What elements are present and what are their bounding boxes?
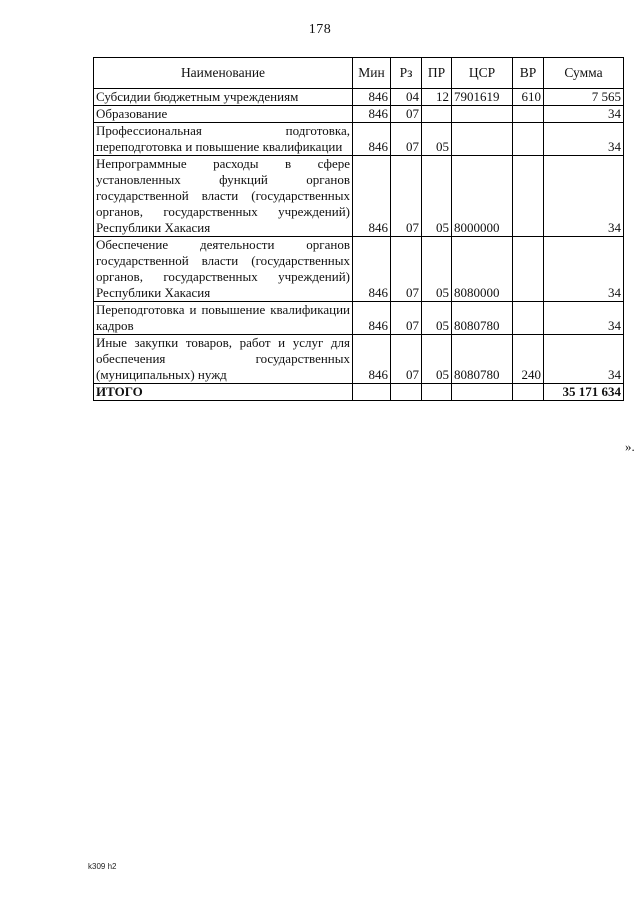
table-row <box>94 89 624 106</box>
row-name: Непрограммные расходы в сфере установленных функций органов государственной власти (государственных органов, государственных учреждений) Республики Хакасия <box>94 156 353 237</box>
row-pr: 05 <box>422 156 452 237</box>
row-csr: 8080780 <box>452 335 513 384</box>
row-rz: 07 <box>391 335 422 384</box>
table-row <box>94 106 624 123</box>
row-sum: 34 <box>544 237 624 302</box>
row-pr: 05 <box>422 335 452 384</box>
row-min: 846 <box>353 123 391 156</box>
row-csr: 8080780 <box>452 302 513 335</box>
total-sum: 35 171 634 <box>544 384 624 401</box>
table-row <box>94 335 624 384</box>
row-name: Переподготовка и повышение квалификации кадров <box>94 302 353 335</box>
total-empty-cell <box>452 384 513 401</box>
row-csr <box>452 106 513 123</box>
row-vr: 610 <box>513 89 544 106</box>
row-pr: 05 <box>422 302 452 335</box>
row-rz: 07 <box>391 302 422 335</box>
row-rz: 07 <box>391 237 422 302</box>
row-name: Субсидии бюджетным учреждениям <box>94 89 353 106</box>
row-sum: 34 <box>544 335 624 384</box>
total-empty-cell <box>513 384 544 401</box>
row-vr: 240 <box>513 335 544 384</box>
row-pr: 05 <box>422 237 452 302</box>
row-sum: 34 <box>544 302 624 335</box>
row-csr: 8000000 <box>452 156 513 237</box>
header-min: Мин <box>353 58 391 89</box>
page-number: 178 <box>308 22 332 37</box>
row-sum: 34 <box>544 123 624 156</box>
total-empty-cell <box>391 384 422 401</box>
row-sum: 34 <box>544 106 624 123</box>
table-row <box>94 156 624 237</box>
row-rz: 07 <box>391 156 422 237</box>
table-header-row <box>94 58 624 89</box>
row-vr <box>513 123 544 156</box>
row-csr: 8080000 <box>452 237 513 302</box>
row-vr <box>513 106 544 123</box>
row-min: 846 <box>353 89 391 106</box>
row-csr: 7901619 <box>452 89 513 106</box>
header-csr: ЦСР <box>452 58 513 89</box>
row-sum: 7 565 <box>544 89 624 106</box>
table-row <box>94 123 624 156</box>
header-rz: Рз <box>391 58 422 89</box>
row-rz: 07 <box>391 123 422 156</box>
row-name: Образование <box>94 106 353 123</box>
row-min: 846 <box>353 156 391 237</box>
header-name: Наименование <box>94 58 353 89</box>
row-min: 846 <box>353 335 391 384</box>
row-rz: 07 <box>391 106 422 123</box>
footer-code: k309 h2 <box>88 862 117 871</box>
total-label: ИТОГО <box>94 384 353 401</box>
row-name: Обеспечение деятельности органов государственной власти (государственных органов, государственных учреждений) Республики Хакасия <box>94 237 353 302</box>
row-pr: 12 <box>422 89 452 106</box>
total-empty-cell <box>353 384 391 401</box>
row-min: 846 <box>353 106 391 123</box>
row-sum: 34 <box>544 156 624 237</box>
row-name: Профессиональная подготовка, переподготовка и повышение квалификации <box>94 123 353 156</box>
table-row <box>94 237 624 302</box>
row-csr <box>452 123 513 156</box>
budget-table <box>93 57 624 401</box>
row-vr <box>513 156 544 237</box>
row-pr: 05 <box>422 123 452 156</box>
row-vr <box>513 237 544 302</box>
row-min: 846 <box>353 302 391 335</box>
row-vr <box>513 302 544 335</box>
total-empty-cell <box>422 384 452 401</box>
row-rz: 04 <box>391 89 422 106</box>
row-min: 846 <box>353 237 391 302</box>
header-pr: ПР <box>422 58 452 89</box>
closing-quote-mark: ». <box>625 439 635 454</box>
table-row <box>94 302 624 335</box>
header-sum: Сумма <box>544 58 624 89</box>
row-name: Иные закупки товаров, работ и услуг для обеспечения государственных (муниципальных) нужд <box>94 335 353 384</box>
row-pr <box>422 106 452 123</box>
total-row <box>94 384 624 401</box>
header-vr: ВР <box>513 58 544 89</box>
